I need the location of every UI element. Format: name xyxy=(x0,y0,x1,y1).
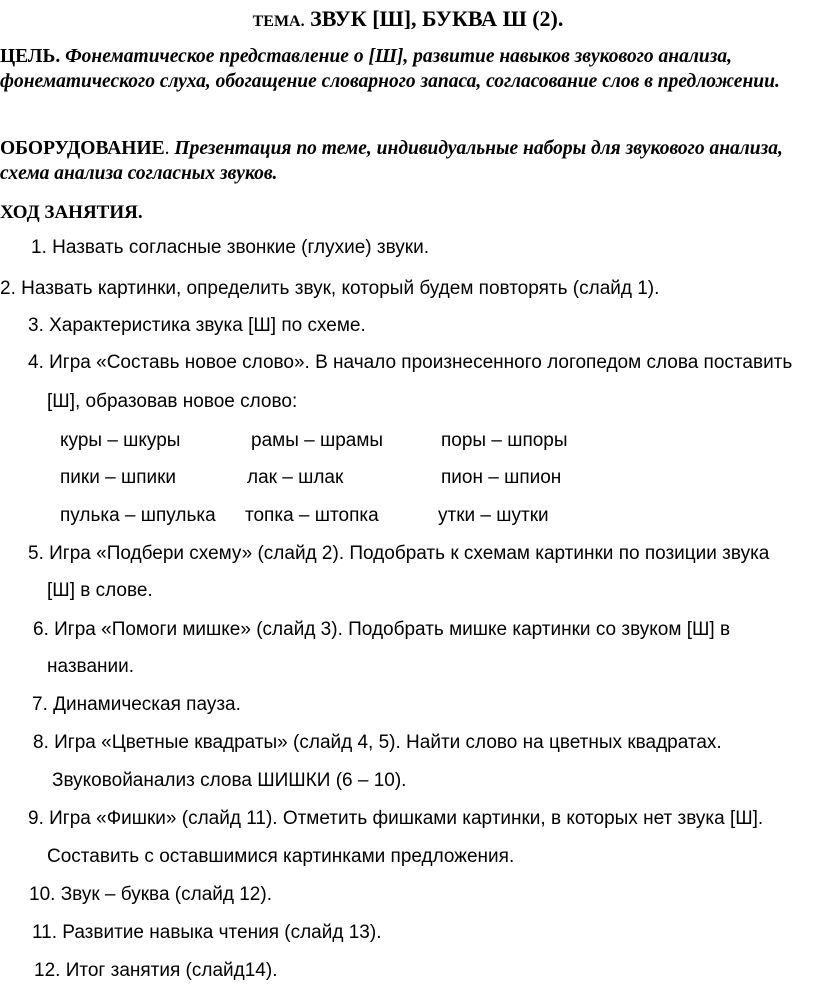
word-pair: пики – шпики xyxy=(60,467,177,488)
step-5: 5. Игра «Подбери схему» (слайд 2). Подобрать к схемам картинки по позиции звука xyxy=(28,543,770,564)
step-9: 9. Игра «Фишки» (слайд 11). Отметить фишками картинки, в которых нет звука [Ш]. xyxy=(28,808,764,829)
step-1: 1. Назвать согласные звонкие (глухие) звуки. xyxy=(31,237,429,258)
word-pair: куры – шкуры xyxy=(60,430,181,451)
step-11: 11. Развитие навыка чтения (слайд 13). xyxy=(32,922,382,943)
title-text: ЗВУК [Ш], БУКВА Ш (2). xyxy=(310,6,564,31)
step-4: 4. Игра «Составь новое слово». В начало произнесенного логопедом слова поставить xyxy=(28,352,793,373)
equipment-label: ОБОРУДОВАНИЕ xyxy=(0,138,165,159)
title-label: ТЕМА. xyxy=(252,13,305,30)
word-pair: топка – штопка xyxy=(245,505,379,526)
equipment-dot: . xyxy=(164,138,170,159)
step-8-continued: Звуковойанализ слова ШИШКИ (6 – 10). xyxy=(52,770,407,791)
step-12: 12. Итог занятия (слайд14). xyxy=(34,960,278,981)
page-title xyxy=(0,6,816,32)
step-10: 10. Звук – буква (слайд 12). xyxy=(29,884,272,905)
step-4-continued: [Ш], образовав новое слово: xyxy=(47,391,298,412)
step-6: 6. Игра «Помоги мишке» (слайд 3). Подобрать мишке картинки со звуком [Ш] в xyxy=(33,619,731,640)
step-5-continued: [Ш] в слове. xyxy=(47,580,153,601)
goal-label: ЦЕЛЬ. xyxy=(0,46,61,67)
word-pair: поры – шпоры xyxy=(441,430,568,451)
word-pair: утки – шутки xyxy=(438,505,549,526)
step-6-continued: названии. xyxy=(47,656,135,677)
word-pair: рамы – шрамы xyxy=(251,430,384,451)
word-pair: пион – шпион xyxy=(441,467,562,488)
goal-text: Фонематическое представление о [Ш], развитие навыков звукового анализа, фонематического слуха, обогащение словарного запаса, согласование слов в предложении. xyxy=(0,46,780,92)
step-9-continued: Составить с оставшимися картинками предложения. xyxy=(47,846,515,867)
equipment-text: Презентация по теме, индивидуальные наборы для звукового анализа, схема анализа согласных звуков. xyxy=(0,138,783,184)
step-8: 8. Игра «Цветные квадраты» (слайд 4, 5). Найти слово на цветных квадратах. xyxy=(33,732,722,753)
step-2: 2. Назвать картинки, определить звук, который будем повторять (слайд 1). xyxy=(0,278,660,299)
goal-paragraph xyxy=(0,44,812,94)
equipment-paragraph xyxy=(0,136,812,186)
word-pair: лак – шлак xyxy=(247,467,344,488)
step-3: 3. Характеристика звука [Ш] по схеме. xyxy=(28,315,366,336)
progress-heading: ХОД ЗАНЯТИЯ. xyxy=(0,202,143,223)
step-7: 7. Динамическая пауза. xyxy=(32,694,241,715)
word-pair: пулька – шпулька xyxy=(60,505,216,526)
